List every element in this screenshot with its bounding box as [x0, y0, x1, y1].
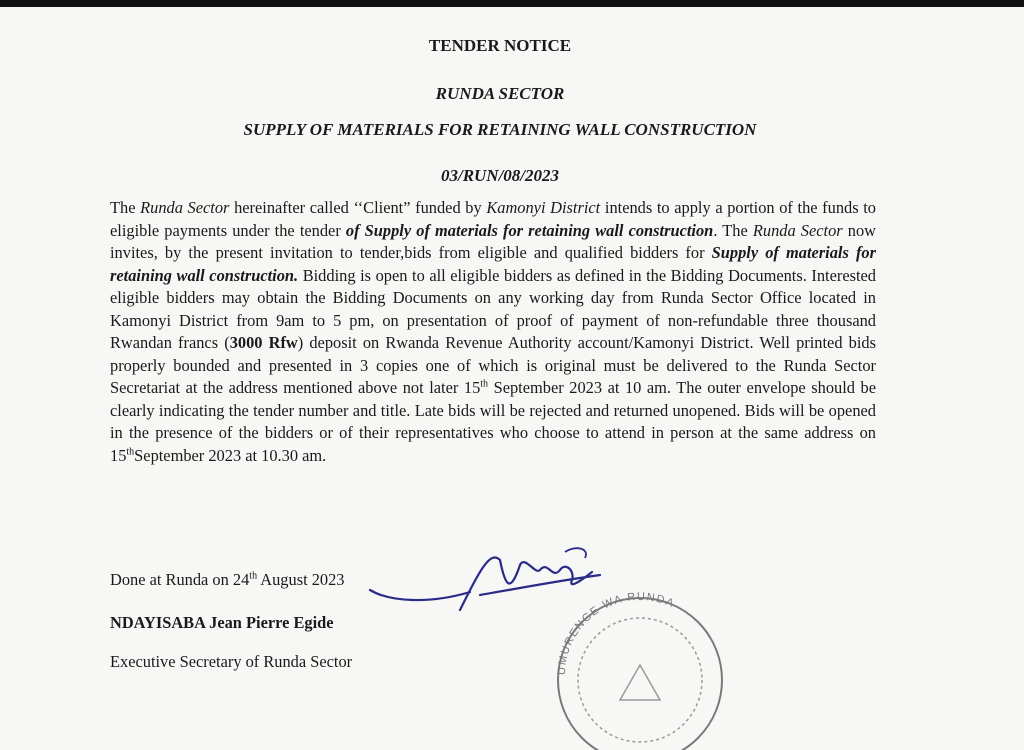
body-text: 3000 Rfw: [229, 333, 298, 352]
body-text: of Supply of materials for retaining wall construction: [345, 220, 714, 240]
body-text: hereinafter called ‘‘Client” funded by: [229, 198, 487, 217]
body-text: Runda Sector: [140, 198, 230, 217]
superscript: th: [480, 378, 489, 390]
body-text: ) deposit on Rwanda Revenue Authority account/Kamonyi District. Well printed bids properly bounded and presented in 3 copies one of which is original must be delivered to the Runda Sector Secretariat at the address mentioned above not later 15: [110, 333, 876, 397]
subject-title: SUPPLY OF MATERIALS FOR RETAINING WALL CONSTRUCTION: [243, 120, 757, 139]
signing-date: [110, 570, 345, 590]
notice-body: [110, 197, 876, 467]
sector-title: RUNDA SECTOR: [435, 84, 565, 103]
body-text: intends to apply a portion of the funds to eligible payments under the tender: [110, 198, 876, 240]
stamp-text: UMURENGE WA RUNDA: [555, 590, 677, 676]
svg-text:UMURENGE WA RUNDA: [556, 591, 677, 675]
body-text: Bidding is open to all eligible bidders as defined in the Bidding Documents. Interested eligible bidders may obtain the Bidding Documents on any working day from Runda Sector Office located in Kamonyi District from 9am to 5 pm, on presentation of proof of payment of non-refundable three thousand Rwandan francs (: [110, 265, 877, 352]
body-text: Runda Sector: [752, 220, 843, 240]
body-text: Kamonyi District: [486, 198, 601, 217]
signatory-role: Executive Secretary of Runda Sector: [110, 652, 353, 671]
body-paragraph: [110, 197, 876, 467]
superscript: th: [249, 570, 258, 582]
body-text: September 2023 at 10.30 am.: [134, 445, 327, 465]
superscript: th: [126, 446, 135, 458]
body-text: . The: [713, 220, 753, 240]
top-border: [0, 0, 1024, 7]
body-text: September 2023 at 10 am. The outer envelope should be clearly indicating the tender number and title. Late bids will be rejected and returned unopened. Bids will be opened in the presence of the bidders or of their representatives who choose to attend in person at the same address on 15: [110, 378, 876, 465]
signatory-name: NDAYISABA Jean Pierre Egide: [110, 613, 334, 632]
date-text: Done at Runda on 24: [110, 570, 250, 589]
reference-number: 03/RUN/08/2023: [440, 166, 560, 185]
date-text: August 2023: [257, 570, 345, 589]
notice-title: TENDER NOTICE: [428, 36, 572, 55]
body-text: Supply of materials for retaining wall construction.: [110, 243, 876, 285]
body-text: The: [110, 198, 141, 217]
body-text: now invites, by the present invitation to tender,bids from eligible and qualified bidders for: [110, 220, 877, 262]
official-stamp: [540, 580, 740, 750]
